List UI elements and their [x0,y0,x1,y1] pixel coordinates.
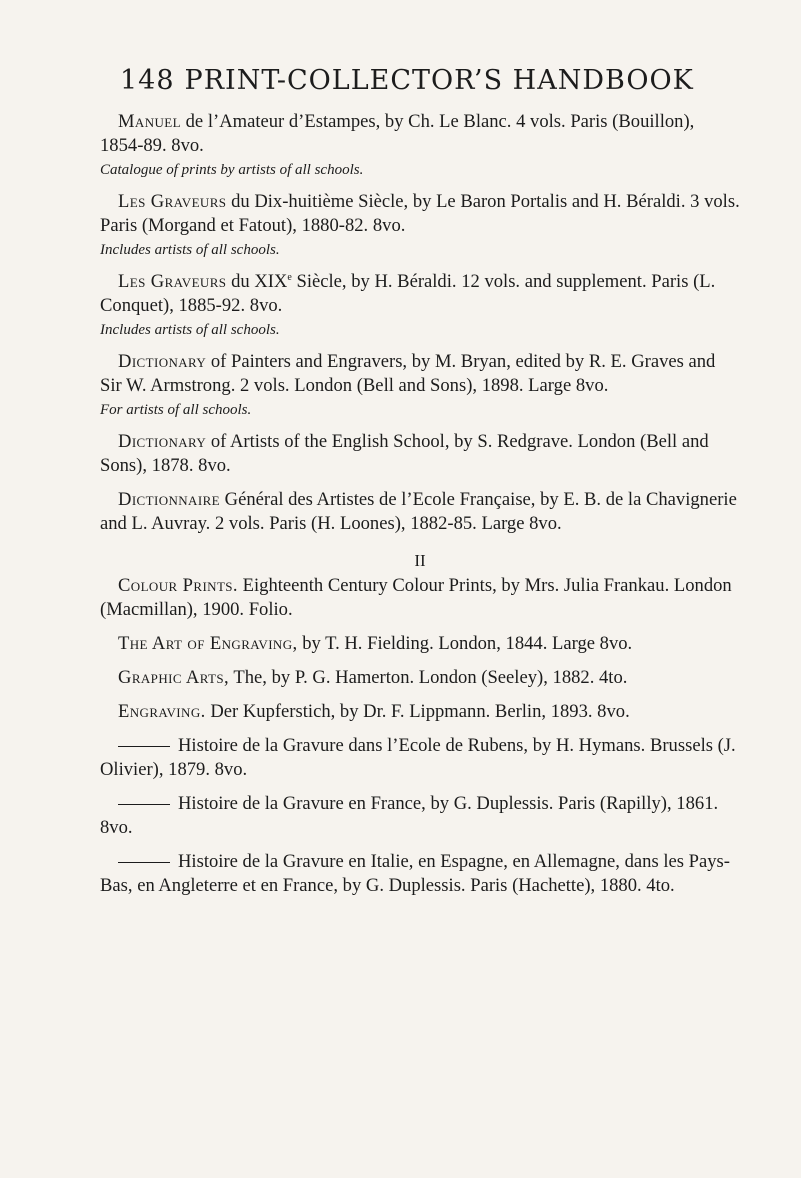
entry-engraving: Engraving. Der Kupferstich, by Dr. F. Lippmann. Berlin, 1893. 8vo. [118,701,630,722]
entry-histoire-france: Histoire de la Gravure en France, by G. Duplessis. Paris (Rapilly), 1861. 8vo. [100,793,719,838]
entry-manuel: Manuel de l’Amateur d’Estampes, by Ch. Le Blanc. 4 vols. Paris (Bouillon), 1854-89. 8vo. [100,111,695,156]
page-number: 148 [120,65,175,96]
entry-note: Includes artists of all schools. [100,242,280,258]
entry-graveurs-19: Les Graveurs du XIXe Siècle, by H. Béraldi. 12 vols. and supplement. Paris (L. Conquet), 1885-92. 8vo. [100,271,716,316]
entry-dictionnaire: Dictionnaire Général des Artistes de l’Ecole Française, by E. B. de la Chavignerie and L. Auvray. 2 vols. Paris (H. Loones), 1882-85. Large 8vo. [100,489,737,534]
entry-graphic-arts: Graphic Arts, The, by P. G. Hamerton. London (Seeley), 1882. 4to. [118,667,628,688]
entry-colour-prints: Colour Prints. Eighteenth Century Colour Prints, by Mrs. Julia Frankau. London (Macmillan), 1900. Folio. [100,575,732,620]
ditto-dash [118,862,170,863]
entry-note: Catalogue of prints by artists of all schools. [100,162,364,178]
entry-note: Includes artists of all schools. [100,322,280,338]
entry-histoire-italie: Histoire de la Gravure en Italie, en Espagne, en Allemagne, dans les Pays-Bas, en Angleterre et en France, by G. Duplessis. Paris (Hachette), 1880. 4to. [100,851,730,896]
bibliography [100,110,740,898]
entry-dictionary-bryan: Dictionary of Painters and Engravers, by M. Bryan, edited by R. E. Graves and Sir W. Armstrong. 2 vols. London (Bell and Sons), 1898. Large 8vo. [100,351,716,396]
running-head [120,66,760,96]
ditto-dash [118,804,170,805]
entry-histoire-rubens: Histoire de la Gravure dans l’Ecole de Rubens, by H. Hymans. Brussels (J. Olivier), 1879. 8vo. [100,735,736,780]
entry-graveurs-18: Les Graveurs du Dix-huitième Siècle, by Le Baron Portalis and H. Béraldi. 3 vols. Paris (Morgand et Fatout), 1880-82. 8vo. [100,191,740,236]
ditto-dash [118,746,170,747]
running-title: PRINT-COLLECTOR’S HANDBOOK [184,65,694,96]
entry-dictionary-redgrave: Dictionary of Artists of the English School, by S. Redgrave. London (Bell and Sons), 1878. 8vo. [100,431,709,476]
section-numeral: II [414,551,426,570]
entry-note: For artists of all schools. [100,402,252,418]
entry-art-of-engraving: The Art of Engraving, by T. H. Fielding. London, 1844. Large 8vo. [118,633,633,654]
